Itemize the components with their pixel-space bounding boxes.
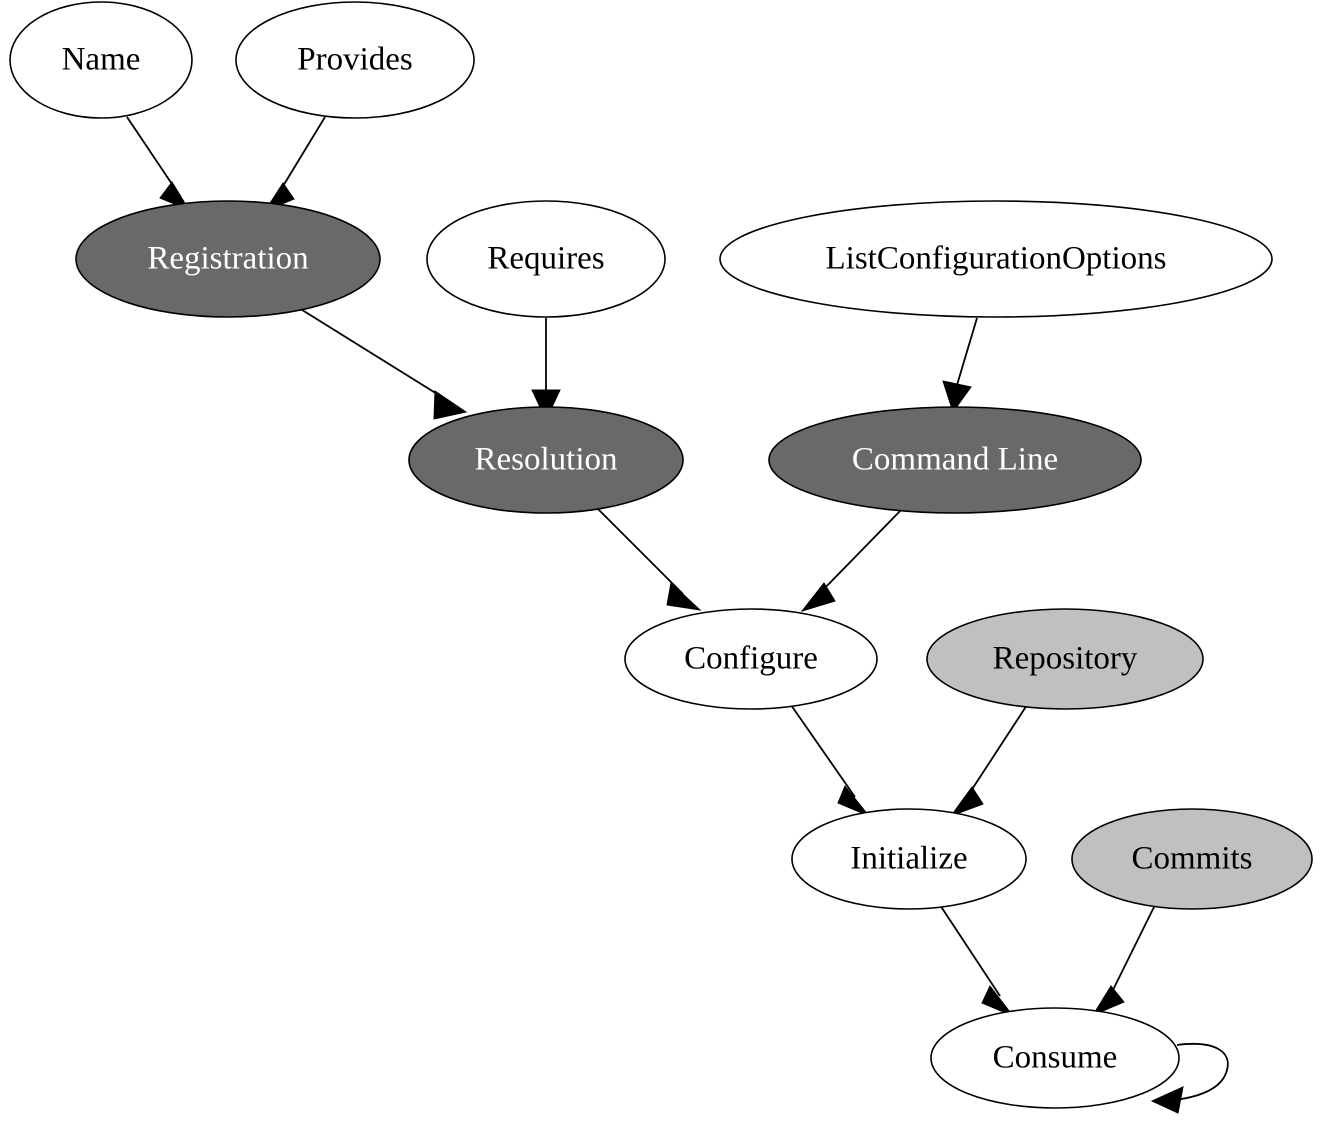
node-label: Consume (992, 1039, 1118, 1076)
edge-listconfigurationoptions-to-commandline (943, 318, 977, 412)
edge-line (957, 318, 977, 385)
edge-configure-to-initialize (791, 705, 869, 816)
edge-commits-to-consume (1093, 905, 1155, 1015)
node-label: Name (61, 41, 141, 78)
arrowhead-icon (1152, 1087, 1183, 1113)
arrowhead-icon (951, 787, 983, 816)
node-configure[interactable] (625, 609, 877, 709)
edge-resolution-to-configure (597, 508, 700, 610)
edge-provides-to-registration (265, 117, 325, 211)
edge-line (819, 508, 903, 594)
edge-registration-to-resolution (299, 308, 466, 419)
node-commits[interactable] (1072, 809, 1312, 909)
node-label: Registration (147, 240, 309, 277)
edge-commandline-to-configure (802, 508, 903, 611)
node-commandline[interactable] (769, 407, 1141, 513)
node-initialize[interactable] (792, 809, 1026, 909)
node-provides[interactable] (236, 2, 474, 118)
node-requires[interactable] (427, 201, 665, 317)
edge-initialize-to-consume (940, 905, 1013, 1016)
node-label: Configure (684, 640, 818, 677)
edge-line (1175, 1044, 1228, 1100)
node-label: Requires (487, 240, 605, 277)
node-listconfigurationoptions[interactable] (720, 201, 1272, 317)
node-registration[interactable] (76, 201, 380, 317)
edge-requires-to-resolution (532, 318, 560, 420)
node-resolution[interactable] (409, 407, 683, 513)
node-label: Command Line (851, 441, 1059, 478)
edge-line (791, 705, 855, 797)
edge-repository-to-initialize (951, 705, 1027, 816)
node-repository[interactable] (927, 609, 1203, 709)
node-consume[interactable] (931, 1008, 1179, 1108)
nodes-layer (10, 2, 1312, 1108)
edge-line (597, 508, 683, 594)
node-label: Commits (1131, 840, 1253, 877)
node-label: Resolution (474, 441, 618, 478)
edge-line (1110, 905, 1155, 996)
node-name[interactable] (10, 2, 192, 118)
node-label: Initialize (850, 840, 968, 877)
edge-line (940, 905, 1000, 996)
node-label: ListConfigurationOptions (825, 240, 1167, 277)
arrowhead-icon (802, 583, 835, 611)
edge-line (967, 705, 1027, 797)
node-label: Provides (297, 41, 413, 78)
edge-name-to-registration (127, 117, 189, 210)
edge-line (299, 308, 450, 402)
node-label: Repository (992, 640, 1138, 677)
arrowhead-icon (434, 391, 466, 419)
arrowhead-icon (667, 583, 700, 610)
arrowhead-icon (838, 786, 869, 816)
